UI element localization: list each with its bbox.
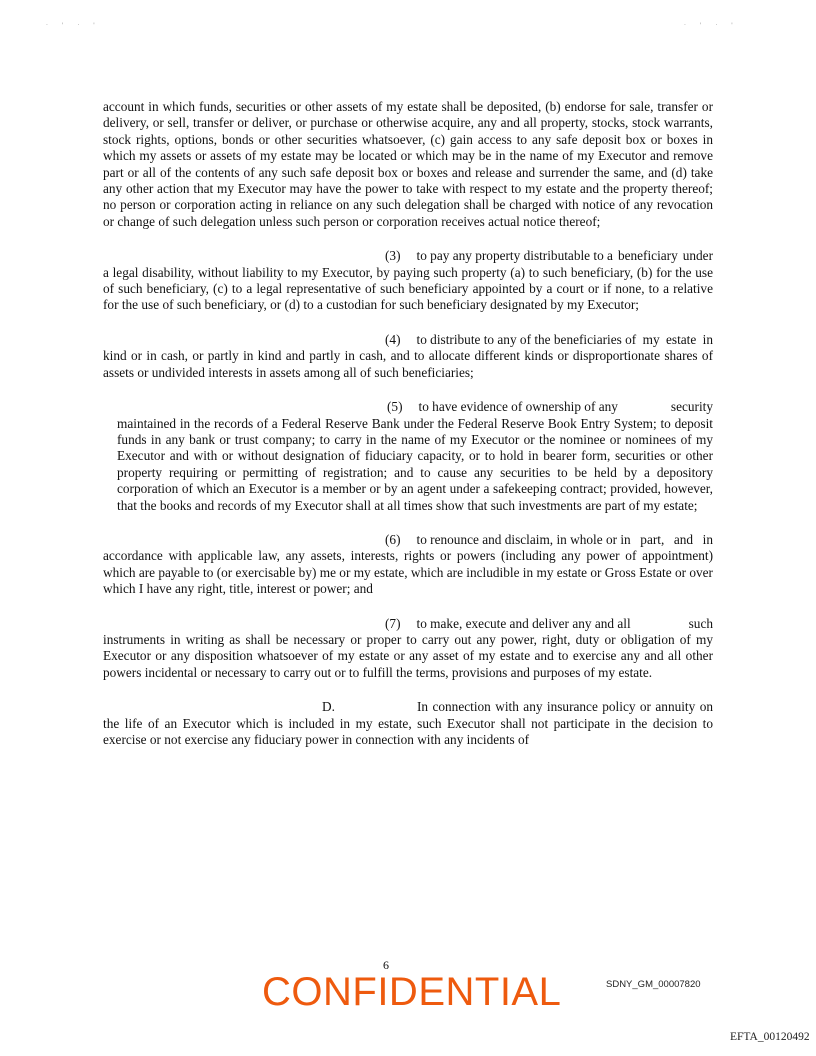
section-text: on the life of an Executor which is included in my estate, such Executor shall not participate in the decision to exercise or not exercise any fiduciary power in connection with any incidents of <box>103 699 713 747</box>
paragraph-intro: account in which funds, securities or other assets of my estate shall be deposited, (b) endorse for sale, transfer or delivery, or sell, transfer or deliver, or purchase or otherwise acquire, any and all property, stocks, stock warrants, stock rights, options, bonds or other securities whatsoever, (c) gain access to any safe deposit box or boxes in which my assets or assets of my estate may be located or which may be in the name of my Executor and remove part or all of the contents of any such safe deposit box or boxes and release and surrender the same, and (d) take any other action that my Executor may have the power to take with respect to my estate and the property thereof; no person or corporation acting in reliance on any such delegation shall be charged with notice of any revocation or change of such delegation unless such person or corporation receives actual notice thereof; <box>103 99 713 229</box>
item-lead: to make, execute and deliver any and all <box>416 615 631 631</box>
document-body <box>103 99 713 748</box>
paragraph-item-3 <box>103 248 713 314</box>
section-label: D. <box>322 699 335 715</box>
paragraph-item-4 <box>103 332 713 381</box>
item-number: (5) <box>387 399 403 415</box>
item-text: my estate in kind or in cash, or partly in kind and partly in cash, and to allocate different kinds or disproportionate shares of assets or undivided interests in assets among all of such beneficiaries; <box>103 331 713 380</box>
bates-number: SDNY_GM_00007820 <box>606 979 701 990</box>
efta-number: EFTA_00120492 <box>730 1031 810 1043</box>
item-number: (7) <box>385 615 401 631</box>
scan-artifact: · ' · ' <box>46 22 101 29</box>
page-number: 6 <box>383 958 389 972</box>
paragraph-item-5 <box>103 399 713 514</box>
item-number: (3) <box>385 248 401 264</box>
item-text: security maintained in the records of a Federal Reserve Bank under the Federal Reserve Book Entry System; to deposit funds in any bank or trust company; to carry in the name of my Executor or the nominee or nominees of my Executor and with or without designation of fiduciary capacity, or to hold in bearer form, securities or other property requiring or permitting of registration; and to cause any securities to be held by a depository corporation of which an Executor is a member or by an agent under a safekeeping contract; provided, however, that the books and records of my Executor shall at all times show that such investments are part of my estate; <box>117 399 713 513</box>
item-text: beneficiary under a legal disability, without liability to my Executor, by paying such property (a) to such beneficiary, (b) for the use of such beneficiary, (c) to a legal representative of such beneficiary appointed by a court or if none, to a relative for the use of such beneficiary, or (d) to a custodian for such beneficiary designated by my Executor; <box>103 248 713 313</box>
item-text: such instruments in writing as shall be necessary or proper to carry out any power, right, duty or obligation of my Executor or any disposition whatsoever of my estate or any asset of my estate and to exercise any and all other powers incidental or necessary to carry out or to fulfill the terms, provisions and purposes of my estate. <box>103 615 713 680</box>
scan-artifact: · ' · ' <box>684 22 739 29</box>
paragraph-item-6 <box>103 532 713 598</box>
item-lead: to renounce and disclaim, in whole or in <box>416 531 631 547</box>
item-lead: to distribute to any of the beneficiaries of <box>416 331 637 347</box>
confidential-stamp: CONFIDENTIAL <box>262 970 562 1014</box>
section-lead: In connection with any insurance policy or annuity <box>417 699 696 715</box>
item-lead: to have evidence of ownership of any <box>418 399 618 415</box>
item-lead: to pay any property distributable to a <box>416 248 613 264</box>
paragraph-item-7 <box>103 616 713 682</box>
item-number: (4) <box>385 331 401 347</box>
paragraph-section-d <box>103 699 713 748</box>
item-text: part, and in accordance with applicable law, any assets, interests, rights or powers (including any power of appointment) which are payable to (or exercisable by) me or my estate, which are includible in my estate or Gross Estate or over which I have any right, title, interest or power; and <box>103 531 714 597</box>
item-number: (6) <box>385 531 401 547</box>
